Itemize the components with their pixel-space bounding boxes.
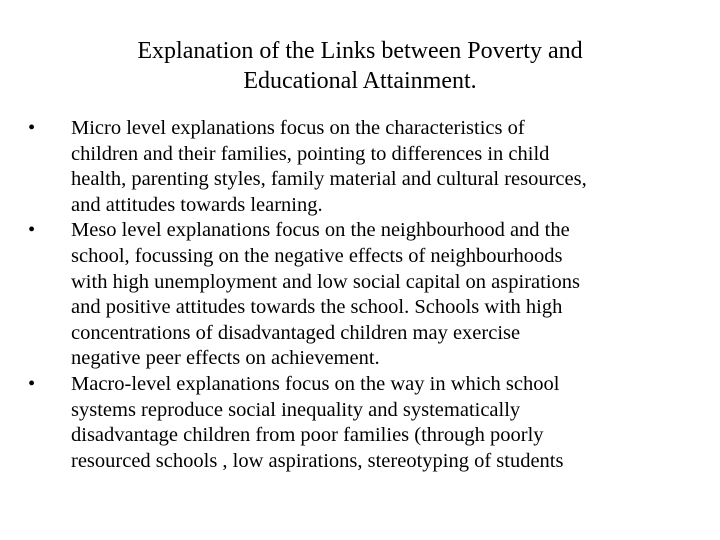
bullet-text-line: children and their families, pointing to differences in child [71,142,550,165]
bullet-text-line: and positive attitudes towards the school. Schools with high [71,296,563,319]
title-line: Educational Attainment. [243,68,477,94]
bullet-macro-level [28,372,688,474]
title-line: Explanation of the Links between Poverty and [137,38,583,64]
bullet-text-line: school, focussing on the negative effects of neighbourhoods [71,244,563,267]
bullet-text-line: with high unemployment and low social capital on aspirations [71,270,580,293]
bullet-text-line: Meso level explanations focus on the neighbourhood and the [71,219,570,242]
bullet-text-line: Macro-level explanations focus on the way in which school [71,372,560,395]
bullet-text-line: systems reproduce social inequality and systematically [71,398,521,421]
bullet-text-line: concentrations of disadvantaged children may exercise [71,321,521,344]
bullet-text-line: health, parenting styles, family material and cultural resources, [71,168,587,191]
bullet-dot-icon: • [28,219,36,242]
bullet-text-line: and attitudes towards learning. [71,193,323,216]
bullet-text-line: disadvantage children from poor families (through poorly [71,424,544,447]
bullet-text-line: resourced schools , low aspirations, stereotyping of students [71,449,564,472]
bullet-micro-level [28,116,688,218]
bullet-list [28,116,688,474]
bullet-text-line: negative peer effects on achievement. [71,347,380,370]
bullet-dot-icon: • [28,117,36,139]
slide-title [60,36,660,96]
bullet-meso-level [28,218,688,372]
bullet-dot-icon: • [28,372,36,395]
bullet-text-line: Micro level explanations focus on the characteristics of [71,117,525,139]
